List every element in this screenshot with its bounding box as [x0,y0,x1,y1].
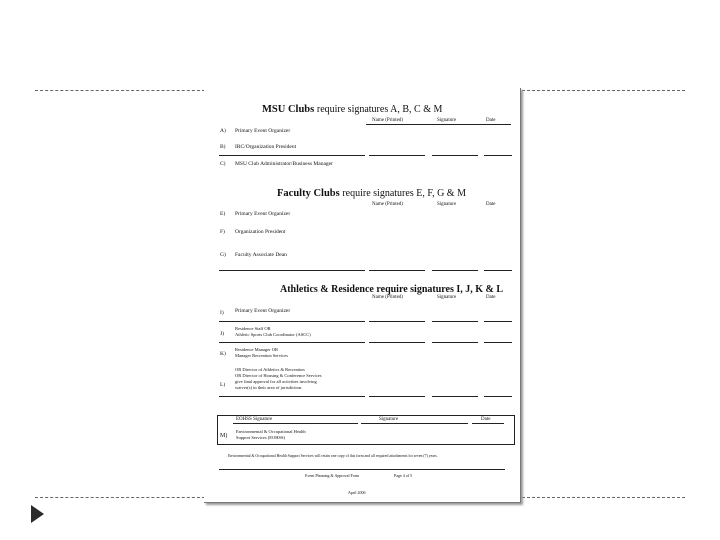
eohss-name-line[interactable] [233,423,358,424]
eohss-date-line[interactable] [472,423,504,424]
footer-rule [219,469,505,470]
signature-line[interactable] [432,270,478,271]
col-signature-header: Signature [437,118,457,123]
col-date-header: Date [486,295,496,300]
col-signature-header: Signature [379,417,399,422]
item-l-line: give final approval for all activities involving [235,379,317,384]
form-title: Event Planning & Approval Form [305,473,360,478]
name-line[interactable] [369,396,425,397]
name-line[interactable] [219,155,365,156]
name-line[interactable] [219,321,365,322]
item-label: Faculty Associate Dean [235,252,287,258]
col-date-header: Date [486,118,496,123]
item-letter: G) [220,252,226,258]
col-name-header: Name (Printed) [372,202,403,207]
retention-note: Environmental & Occupational Health Support Services will retain one copy of this form and all required attachments for seven (7) years. [228,454,438,458]
name-line[interactable] [369,342,425,343]
item-label: Primary Event Organizer [235,211,291,217]
signature-line[interactable] [432,396,478,397]
item-l-line: OR Director of Housing & Conference Services [235,373,322,378]
eohss-signature-header: EOHSS Signature [236,417,273,422]
name-line[interactable] [369,321,425,322]
section-title-msu [262,104,442,115]
top-dashed-rule-left [35,90,205,91]
item-letter: K) [220,351,226,357]
col-name-header: Name (Printed) [372,118,403,123]
date-line[interactable] [484,270,512,271]
name-line[interactable] [369,155,425,156]
item-label: Primary Event Organizer [235,128,291,134]
col-date-header: Date [486,202,496,207]
item-label: Organization President [235,229,286,235]
signature-line[interactable] [432,342,478,343]
eohss-signature-line[interactable] [361,423,468,424]
item-label: Primary Event Organizer [235,308,291,314]
section-title-faculty [277,188,466,199]
name-line[interactable] [219,270,365,271]
form-date: April 2006 [348,490,366,495]
item-letter: I) [220,310,224,316]
item-letter: C) [220,161,226,167]
page-number: Page 4 of 5 [394,473,413,478]
name-line[interactable] [219,342,365,343]
top-dashed-rule-right [522,90,685,91]
eohss-label-line2: Support Services (EOHSS) [236,435,285,440]
item-letter: F) [220,229,225,235]
item-letter: L) [220,382,226,388]
col-name-header: Name (Printed) [372,295,403,300]
eohss-label: Environmental & Occupational Health [236,429,306,434]
name-line[interactable] [219,396,365,397]
item-letter: J) [220,331,224,337]
col-signature-header: Signature [437,202,457,207]
signature-line[interactable] [432,321,478,322]
section-title-msu-bold: MSU Clubs [262,104,315,115]
date-line[interactable] [484,321,512,322]
signature-line[interactable] [432,155,478,156]
item-letter-m: M) [220,433,228,439]
col-date-header: Date [481,417,491,422]
item-label: IRC/Organization President [235,144,297,150]
date-line[interactable] [484,396,512,397]
item-l-line: OR Director of Athletics & Recreation [235,367,305,372]
item-letter: E) [220,211,226,217]
bottom-dashed-rule-right [522,497,685,498]
item-label-line2: Manager Recreation Services [235,353,288,358]
date-line[interactable] [484,155,512,156]
item-label: Residence Staff OR [235,326,271,331]
item-label-line2: Athletic Sports Club Coordinator (ASCC) [235,332,311,337]
item-letter: A) [220,128,226,134]
item-label: Residence Manager OR [235,347,278,352]
item-l-line: waiver(s) in their area of jurisdiction. [235,385,303,390]
item-letter: B) [220,144,226,150]
bottom-dashed-rule-left [35,497,205,498]
next-slide-arrow-icon[interactable] [31,505,44,523]
date-line[interactable] [484,342,512,343]
form-page [204,88,521,503]
section-title-faculty-bold: Faculty Clubs [277,188,340,199]
section-title-msu-rest: require signatures A, B, C & M [316,104,443,115]
section-title-athletics: Athletics & Residence require signatures I, J, K & L [280,284,504,295]
header-rule [366,124,511,125]
item-label: MSU Club Administrator/Business Manager [235,161,333,167]
name-line[interactable] [369,270,425,271]
section-title-faculty-rest: require signatures E, F, G & M [342,188,466,199]
col-signature-header: Signature [437,295,457,300]
